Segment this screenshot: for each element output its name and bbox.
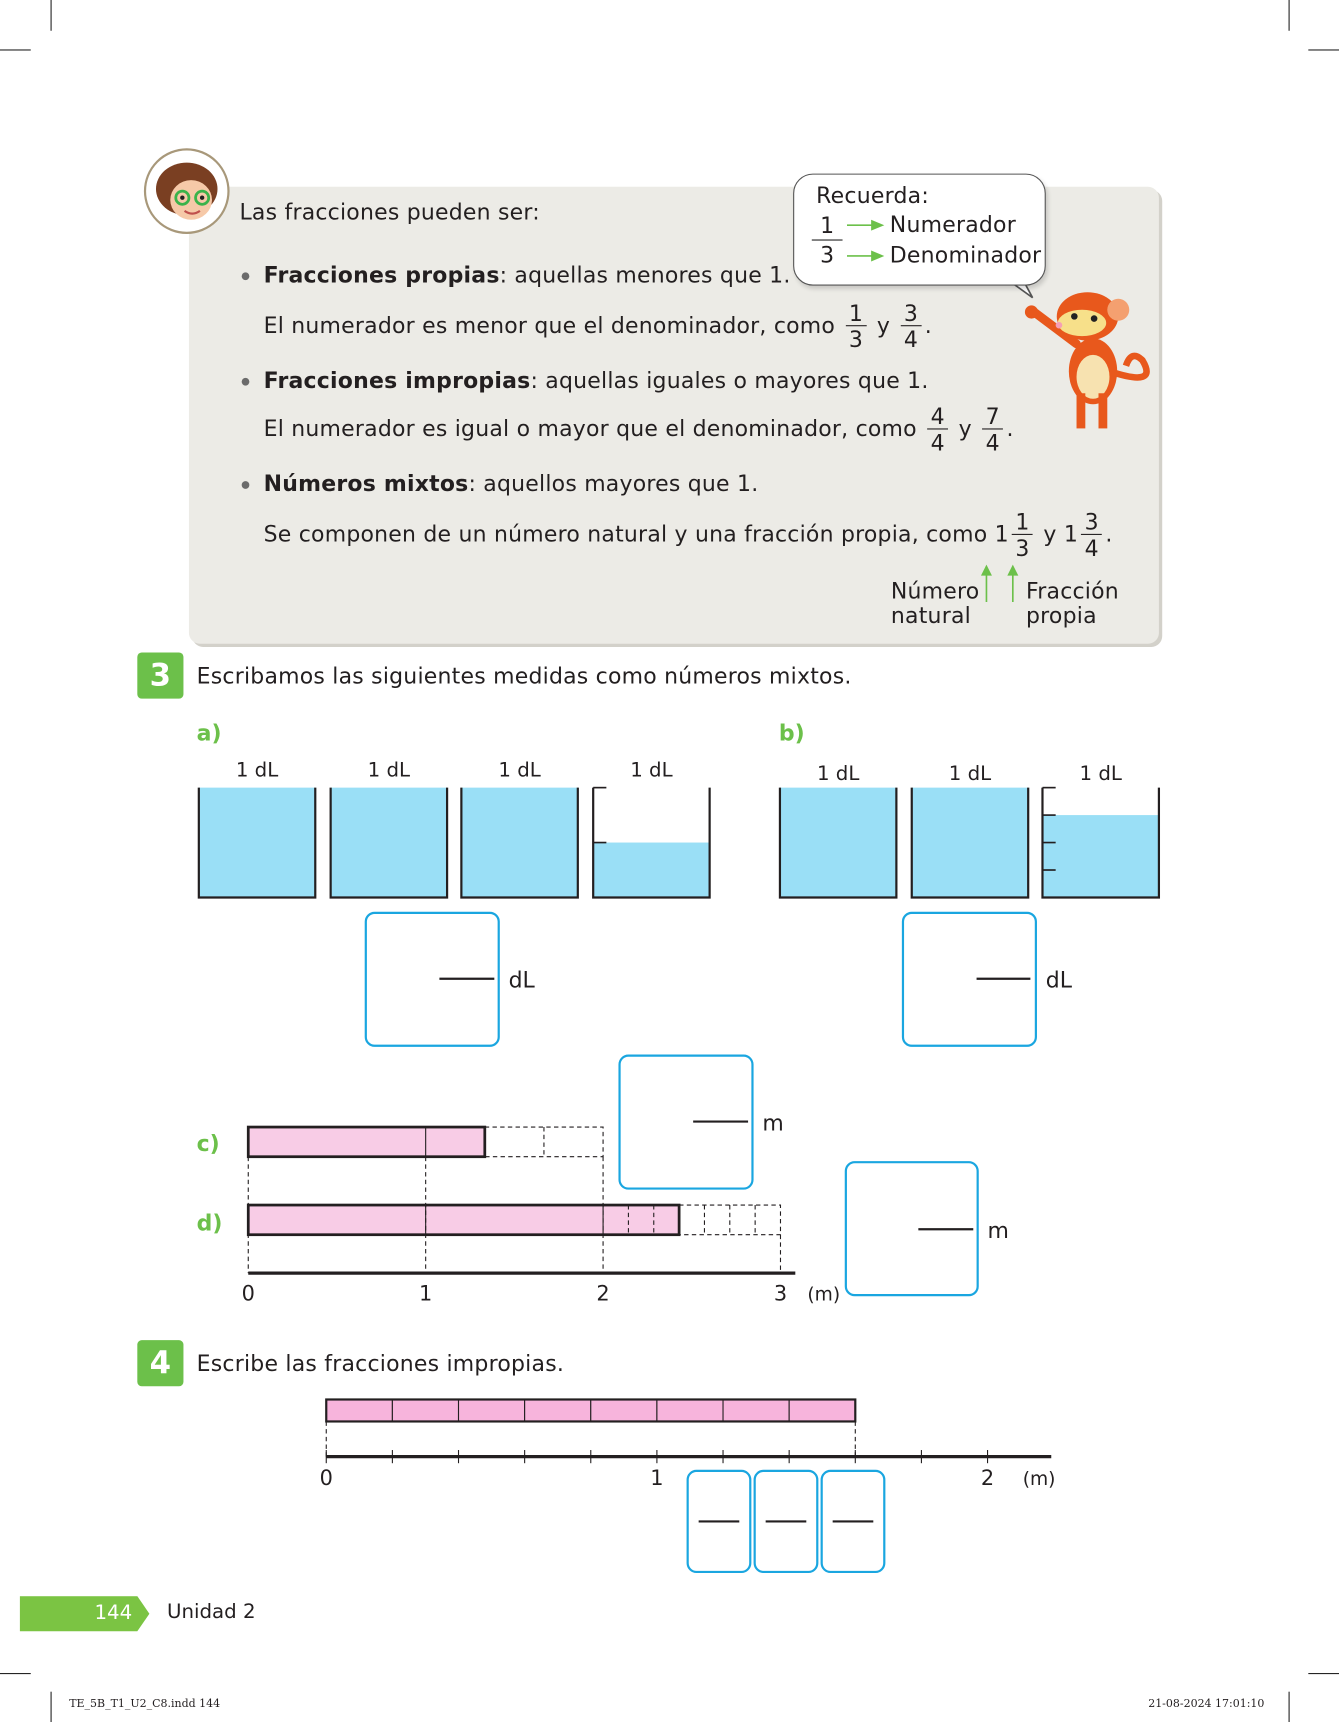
water-fill: [331, 788, 447, 898]
label-natural: Número natural: [890, 577, 980, 629]
reminder-fraction: 1 3: [812, 211, 843, 269]
water-fill: [461, 788, 577, 898]
slug-date: 21-08-2024 17:01:10: [1148, 1698, 1265, 1711]
slug-file: TE_5B_T1_U2_C8.indd 144: [69, 1698, 221, 1711]
denominator-label: Denominador: [889, 241, 1042, 269]
unit-label: m: [987, 1219, 1009, 1245]
unit-label: dL: [508, 968, 535, 994]
axis-tick-label: 1: [419, 1281, 433, 1306]
axis-tick-label: 0: [319, 1466, 333, 1491]
example-proper: El numerador es menor que el denominador, como $\frac{1}{3}$ y $\frac{3}{4}$ .: [263, 299, 932, 353]
page-number: 144: [94, 1601, 133, 1625]
whole-number: 1: [1063, 520, 1079, 548]
length-bar-fill: [248, 1127, 485, 1157]
axis-tick-label: 2: [596, 1281, 610, 1306]
cup-capacity-label: 1 dL: [630, 758, 673, 782]
axis-tick-label: 1: [650, 1466, 664, 1491]
exercise-4-prompt: Escribe las fracciones impropias.: [196, 1350, 565, 1377]
panel-intro: Las fracciones pueden ser:: [239, 198, 540, 226]
water-fill: [199, 788, 315, 898]
example-text: El numerador es menor que el denominador, como: [263, 311, 836, 339]
cup-capacity-label: 1 dL: [948, 761, 992, 785]
bar-segment: [459, 1399, 525, 1421]
exercise-number-badge: 3: [137, 653, 183, 699]
fraction: $\frac{4}{4}$: [927, 404, 948, 456]
part-b-label: b): [778, 719, 805, 746]
conjunction: y: [876, 311, 891, 339]
water-fill: [1042, 815, 1158, 897]
conjunction: y: [1043, 520, 1057, 548]
conjunction: y: [958, 415, 972, 442]
exercise-3-prompt: Escribamos las siguientes medidas como números mixtos.: [196, 662, 852, 689]
cup-capacity-label: 1 dL: [816, 761, 860, 785]
cup-capacity-label: 1 dL: [367, 758, 411, 782]
axis-unit-label: (m): [807, 1284, 841, 1306]
bar-segment: [723, 1399, 789, 1421]
description: : aquellas menores que 1.: [499, 261, 791, 288]
whole-number: 1: [994, 520, 1009, 548]
bar-segment: [392, 1399, 458, 1421]
axis-unit-label: (m): [1022, 1469, 1056, 1491]
term: Fracciones impropias: [263, 366, 531, 394]
fraction: $\frac{7}{4}$: [982, 404, 1003, 456]
part-d-label: d): [196, 1209, 223, 1236]
cup-capacity-label: 1 dL: [498, 758, 541, 782]
axis-tick-label: 2: [980, 1466, 995, 1491]
cup-capacity-label: 1 dL: [1079, 761, 1122, 785]
fraction: $\frac{1}{3}$: [846, 301, 867, 353]
description: : aquellos mayores que 1.: [468, 470, 759, 497]
unit-label: dL: [1045, 968, 1072, 994]
fraction: $\frac{3}{4}$: [1081, 510, 1102, 562]
exercise-number-badge: 4: [137, 1340, 183, 1386]
water-fill: [780, 788, 896, 898]
water-fill: [912, 788, 1028, 898]
water-fill: [593, 843, 709, 898]
term: Números mixtos: [263, 470, 469, 497]
example-improper: El numerador es igual o mayor que el denominador, como $\frac{4}{4}$ y $\frac{7}{4}$ .: [263, 403, 1014, 456]
bar-segment: [789, 1399, 855, 1421]
unit-label: Unidad 2: [166, 1600, 256, 1624]
bar-segment: [657, 1399, 723, 1421]
label-proper: Fracción propia: [1025, 577, 1119, 629]
length-bar-fill: [248, 1205, 679, 1235]
reminder-title: Recuerda:: [816, 182, 929, 209]
cup-capacity-label: 1 dL: [235, 758, 279, 782]
fraction: $\frac{1}{3}$: [1012, 510, 1033, 562]
description: : aquellas iguales o mayores que 1.: [530, 366, 929, 394]
fraction: $\frac{3}{4}$: [901, 301, 922, 353]
numerator-label: Numerador: [889, 210, 1016, 238]
term: Fracciones propias: [263, 261, 500, 288]
example-mixed: Se componen de un número natural y una fracción propia, como 1 $\frac{1}{3}$ y 1 $\frac{3}{4}$ .: [263, 508, 1113, 562]
example-text: El numerador es igual o mayor que el denominador, como: [263, 415, 917, 442]
axis-tick-label: 0: [241, 1281, 255, 1306]
part-c-label: c): [196, 1130, 220, 1157]
part-a-label: a): [196, 719, 222, 746]
axis-tick-label: 3: [773, 1281, 788, 1306]
example-text: Se componen de un número natural y una fracción propia, como: [263, 520, 988, 548]
bar-segment: [591, 1399, 657, 1421]
bar-segment: [326, 1399, 392, 1421]
bar-segment: [525, 1399, 591, 1421]
unit-label: m: [762, 1111, 784, 1137]
